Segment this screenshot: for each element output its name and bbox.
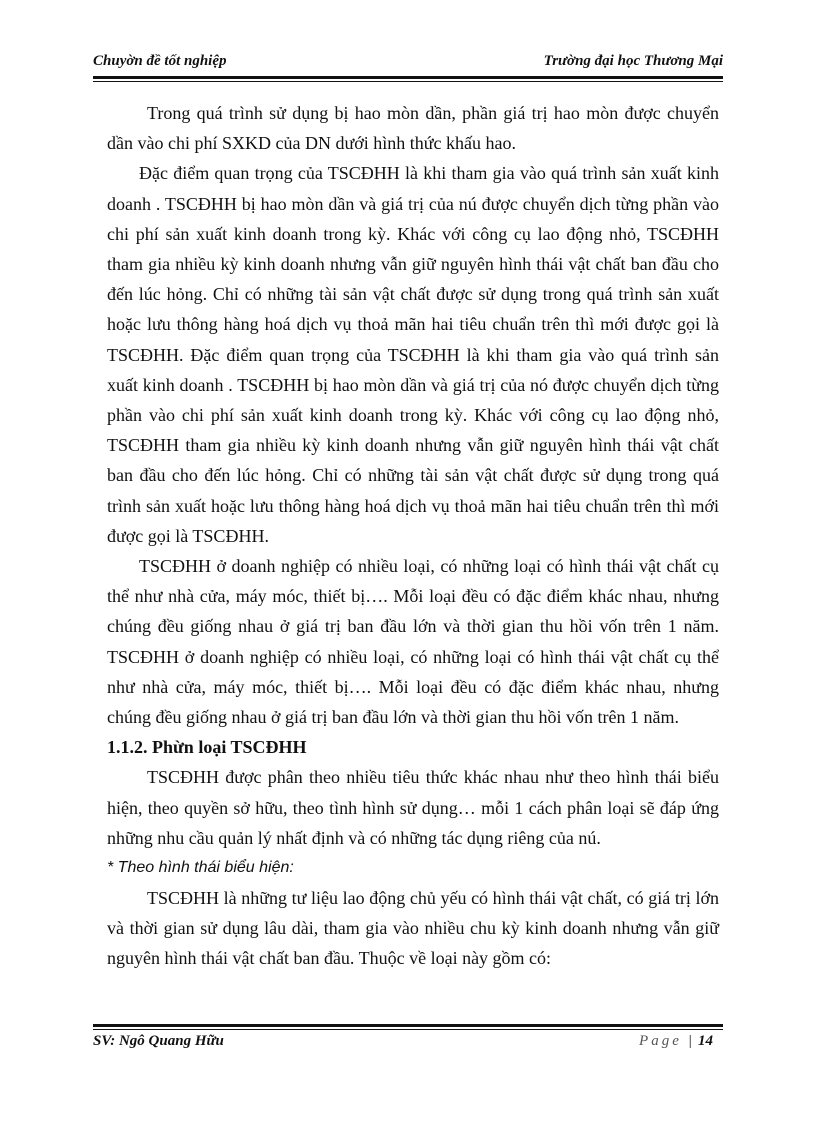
footer-rule-thin bbox=[93, 1029, 723, 1030]
footer-rule-thick bbox=[93, 1024, 723, 1027]
paragraph-definition: TSCĐHH là những tư liệu lao động chủ yếu có hình thái vật chất, có giá trị lớn và thời gian sử dụng lâu dài, tham gia vào nhiều chu kỳ kinh doanh nhưng vẫn giữ nguyên hình thái vật chất ban đầu. Thuộc về loại này gồm có: bbox=[107, 888, 719, 969]
page-header bbox=[93, 53, 723, 75]
header-university: Trường đại học Thương Mại bbox=[543, 53, 723, 69]
header-rule-thin bbox=[93, 81, 723, 82]
header-rule-thick bbox=[93, 76, 723, 79]
page-body bbox=[107, 98, 719, 974]
footer-student-name: SV: Ngô Quang Hữu bbox=[93, 1033, 224, 1049]
section-heading: 1.1.2. Phừn loại TSCĐHH bbox=[107, 737, 307, 758]
header-thesis-title: Chuyờn đề tốt nghiệp bbox=[93, 53, 227, 69]
paragraph-types: TSCĐHH ở doanh nghiệp có nhiều loại, có những loại có hình thái vật chất cụ thể như nhà cửa, máy móc, thiết bị…. Mỗi loại đều có đặc điểm khác nhau, nhưng chúng đều giống nhau ở giá trị ban đầu lớn và thời gian thu hồi vốn trên 1 năm. TSCĐHH ở doanh nghiệp có nhiều loại, có những loại có hình thái vật chất cụ thể như nhà cửa, máy móc, thiết bị…. Mỗi loại đều có đặc điểm khác nhau, nhưng chúng đều giống nhau ở giá trị ban đầu lớn và thời gian thu hồi vốn trên 1 năm. bbox=[107, 556, 719, 728]
paragraph-depreciation: Trong quá trình sử dụng bị hao mòn dần, phần giá trị hao mòn được chuyển dần vào chi phí SXKD của DN dưới hình thức khấu hao. bbox=[107, 103, 719, 154]
footer-page-indicator bbox=[639, 1033, 713, 1050]
paragraph-characteristics: Đặc điểm quan trọng của TSCĐHH là khi tham gia vào quá trình sản xuất kinh doanh . TSCĐHH bị hao mòn dần và giá trị của nú được chuyển dịch từng phần vào chi phí sản xuất kinh doanh trong kỳ. Khác với công cụ lao động nhỏ, TSCĐHH tham gia nhiều kỳ kinh doanh nhưng vẫn giữ nguyên hình thái vật chất ban đầu cho đến lúc hỏng. Chỉ có những tài sản vật chất được sử dụng trong quá trình sản xuất hoặc lưu thông hàng hoá dịch vụ thoả mãn hai tiêu chuẩn trên thì mới được gọi là TSCĐHH. Đặc điểm quan trọng của TSCĐHH là khi tham gia vào quá trình sản xuất kinh doanh . TSCĐHH bị hao mòn dần và giá trị của nó được chuyển dịch từng phần vào chi phí sản xuất kinh doanh trong kỳ. Khác với công cụ lao động nhỏ, TSCĐHH tham gia nhiều kỳ kinh doanh nhưng vẫn giữ nguyên hình thái vật chất ban đầu cho đến lúc hỏng. Chỉ có những tài sản vật chất được sử dụng trong quá trình sản xuất hoặc lưu thông hàng hoá dịch vụ thoả mãn hai tiêu chuẩn trên thì mới được gọi là TSCĐHH. bbox=[107, 163, 719, 546]
page-label: Page bbox=[639, 1033, 682, 1049]
page-footer bbox=[93, 1033, 713, 1055]
subheading-form: * Theo hình thái biểu hiện: bbox=[107, 859, 294, 877]
page-number: 14 bbox=[698, 1033, 713, 1049]
paragraph-classification: TSCĐHH được phân theo nhiều tiêu thức khác nhau như theo hình thái biểu hiện, theo quyền sở hữu, theo tình hình sử dụng… mỗi 1 cách phân loại sẽ đáp ứng những nhu cầu quản lý nhất định và có những tác dụng riêng của nú. bbox=[107, 767, 719, 848]
page-separator: | bbox=[687, 1033, 692, 1049]
